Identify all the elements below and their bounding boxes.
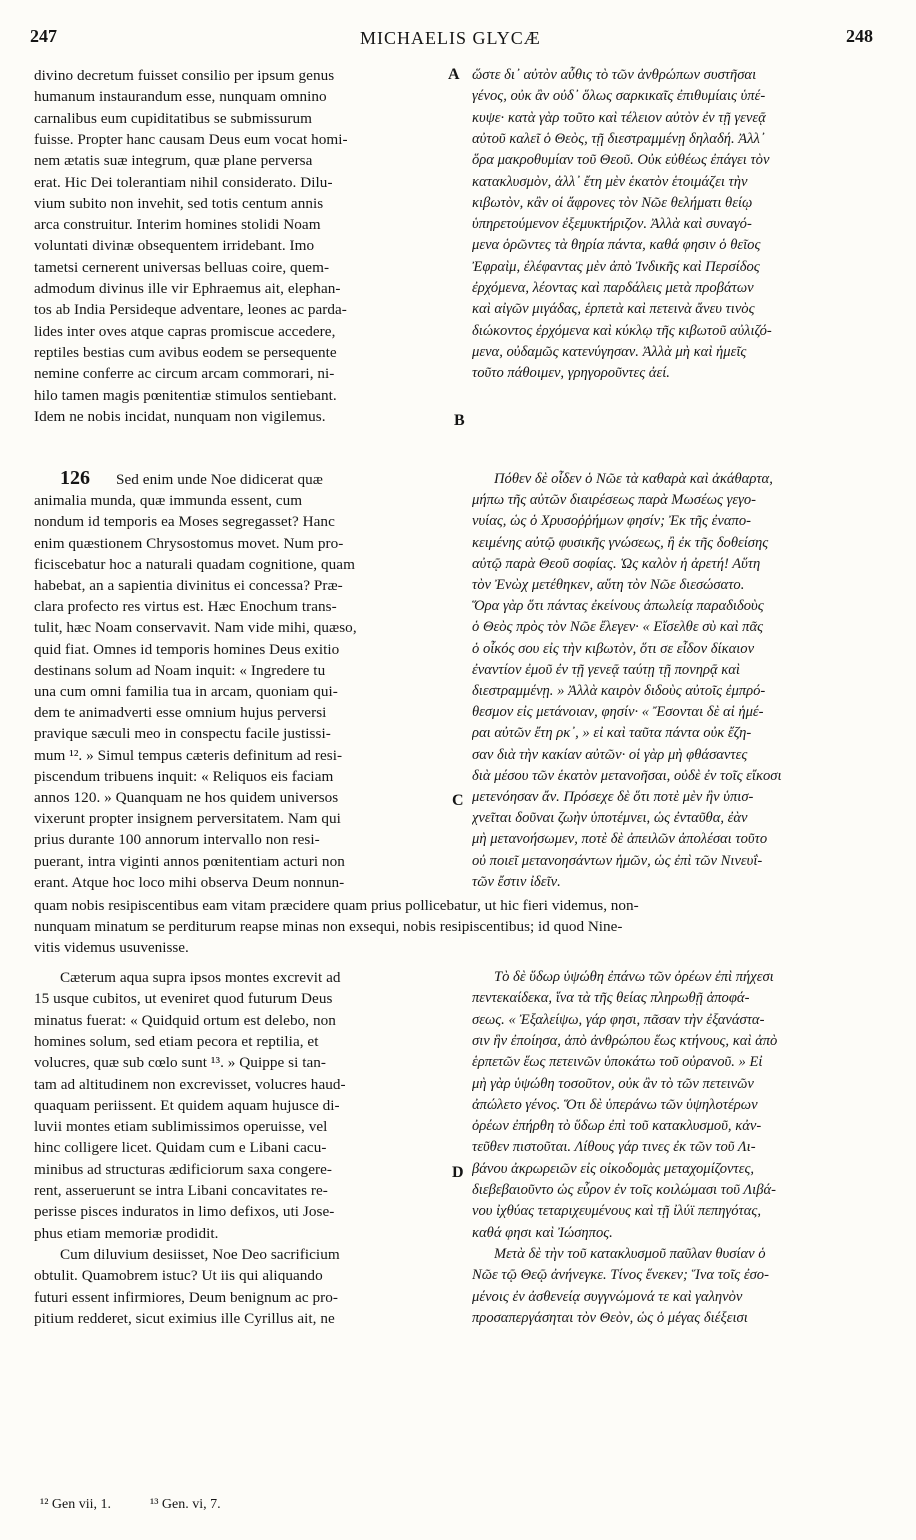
text-line: nem ætatis suæ integrum, quæ plane perversa bbox=[34, 152, 313, 170]
text-line: τοῦτο πάθοιμεν, γρηγοροῦντες ἀεί. bbox=[472, 365, 670, 382]
running-title: MICHAELIS GLYCÆ bbox=[360, 28, 541, 48]
text-line: καθά φησι καὶ Ἰώσηπος. bbox=[472, 1224, 613, 1241]
text-line: puerant, intra viginti annos pœnitentiam acturi non bbox=[34, 852, 345, 870]
text-line: tulit, hæc Noam conservavit. Nam vide mihi, quæso, bbox=[34, 619, 357, 637]
text-line: animalia munda, quæ immunda essent, cum bbox=[34, 492, 303, 510]
text-line: minibus ad structuras ædificiorum saxa congere- bbox=[34, 1160, 333, 1178]
text-line: admodum divinus ille vir Ephraemus ait, elephan- bbox=[34, 280, 341, 297]
text-line: pravique sæculi meo in conspectu facile justissi- bbox=[34, 725, 331, 743]
text-line: Sed enim unde Noe didicerat quæ bbox=[116, 471, 323, 488]
text-line: phus etiam memoriæ prodidit. bbox=[34, 1224, 219, 1242]
text-line: ἐναντίον ἐμοῦ ἐν τῇ γενεᾷ ταύτῃ τῇ πονηρᾷ καὶ bbox=[472, 661, 740, 678]
text-line: Τὸ δὲ ὕδωρ ὑψώθη ἐπάνω τῶν ὀρέων ἐπὶ πήχεσι bbox=[494, 969, 774, 985]
text-line: τῶν ἔστιν ἰδεῖν. bbox=[472, 873, 561, 890]
section-number: 126 bbox=[60, 467, 90, 489]
text-line: ficiscebatur hoc a naturali quadam cognitione, quam bbox=[34, 555, 355, 573]
text-line: Idem ne nobis incidat, nunquam non vigilemus. bbox=[34, 407, 326, 425]
text-line: ἐρχόμενα, λέοντας καὶ παρδάλεις μετὰ προβάτων bbox=[472, 280, 754, 296]
text-line: futuri essent infirmiores, Deum benignum ac pro- bbox=[34, 1288, 338, 1306]
text-line: quam nobis resipiscentibus eam vitam præcidere quam prius pollicebatur, ut hic fieri videmus, non- bbox=[34, 897, 639, 914]
text-line: nondum id temporis ea Moses segregasset? Hanc bbox=[34, 513, 335, 531]
text-line: reptiles bestias cum avibus eodem se persequente bbox=[34, 343, 337, 361]
text-line: ὁ Θεὸς πρὸς τὸν Νῶε ἔλεγεν· « Εἴσελθε σὺ καὶ πᾶς bbox=[472, 619, 764, 636]
text-line: destinans solum ad Noam inquit: « Ingredere tu bbox=[34, 661, 326, 679]
text-line: rent, asseruerunt se intra Libani concavitates re- bbox=[34, 1182, 328, 1199]
text-line: μήπω τῆς αὐτῶν διαιρέσεως παρὰ Μωσέως γεγο- bbox=[472, 492, 756, 509]
text-line: κατακλυσμὸν, ἀλλ᾽ ἔτη μὲν ἑκατὸν ἑτοιμάζει τὴν bbox=[472, 173, 748, 190]
margin-letter-b: B bbox=[454, 412, 465, 429]
text-line: διεβεβαιοῦντο ὡς εὗρον ἐν τοῖς κοιλώμασι τοῦ Λιβά- bbox=[472, 1182, 777, 1198]
page-number-left: 247 bbox=[30, 26, 57, 46]
text-line: quaquam periissent. Et quidem aquam hujusce di- bbox=[34, 1096, 340, 1114]
text-line: dem te animadverti esse omnium hujus perversi bbox=[34, 704, 327, 722]
text-line: αὐτοῦ καλεῖ ὁ Θεὸς, τῇ διεστραμμένῃ δηλαδή. Ἀλλ᾽ bbox=[472, 130, 765, 147]
text-line: erat. Hic Dei tolerantiam nihil considerato. Dilu- bbox=[34, 173, 333, 191]
text-line: μὴ μετανοήσωμεν, ποτὲ δὲ ἀπειλῶν ἀπολέσαι τοῦτο bbox=[472, 831, 768, 848]
text-line: habebat, an a sapientia divinitus ei concessa? Præ- bbox=[34, 577, 343, 594]
text-line: Πόθεν δὲ οἶδεν ὁ Νῶε τὰ καθαρὰ καὶ ἀκάθαρτα, bbox=[494, 471, 773, 487]
text-line: prius durante 100 annorum intervallo non resi- bbox=[34, 831, 320, 849]
text-line: annos 120. » Quanquam ne hos quidem universos bbox=[34, 789, 339, 806]
text-line: ὥστε δι᾽ αὐτὸν αὖθις τὸ τῶν ἀνθρώπων συστῆσαι bbox=[472, 67, 757, 83]
text-line: μενα, οὐδαμῶς κατενύγησαν. Ἀλλὰ μὴ καὶ ἡμεῖς bbox=[472, 343, 747, 360]
text-line: νου ἰχθύας τεταριχευμένους καὶ τῇ ἰλύϊ πεπηγότας, bbox=[472, 1203, 761, 1220]
text-line: ραι αὐτῶν ἔτη ρκ᾽, » εἰ καὶ ταῦτα πάντα οὐκ ἔζη- bbox=[472, 725, 752, 742]
text-line: οὐ ποιεῖ μετανοησάντων ἡμῶν, ὡς ἐπὶ τῶν Νινευΐ- bbox=[472, 852, 763, 869]
text-line: βάνου ἀκρωρειῶν εἰς οἰκοδομὰς μεταχομίζοντες, bbox=[472, 1160, 755, 1177]
text-line: αὐτῷ παρὰ Θεοῦ σοφίας. Ὡς καλὸν ἡ ἀρετή! Αὕτη bbox=[472, 555, 761, 572]
page-number-right: 248 bbox=[846, 26, 873, 46]
text-line: enim quæstionem Chrysostomus movet. Num pro- bbox=[34, 534, 344, 552]
text-line: pitium redderet, sicut eximius ille Cyrillus ait, ne bbox=[34, 1309, 335, 1327]
margin-letter-c: C bbox=[452, 792, 464, 809]
text-line: μὴ γὰρ ὑψώθη τοσοῦτον, οὐκ ἂν τὸ τῶν πετεινῶν bbox=[472, 1075, 754, 1092]
text-line: 15 usque cubitos, ut eveniret quod futurum Deus bbox=[34, 990, 333, 1008]
text-line: nemine conferre ac circum arcam commorari, ni- bbox=[34, 365, 335, 383]
text-line: nunquam minatum se perditurum reapse minas non exsequi, nobis resipiscentibus; id quod Nine- bbox=[34, 918, 623, 936]
text-line: Ἐφραὶμ, ἐλέφαντας μὲν ἀπὸ Ἰνδικῆς καὶ Περσίδος bbox=[472, 258, 760, 275]
text-line: hilo tamen magis pœnitentiæ stimulos sentiebant. bbox=[34, 386, 337, 404]
text-line: ὁ οἶκός σου εἰς τὴν κιβωτὸν, ὅτι σε εἶδον δίκαιον bbox=[472, 640, 755, 657]
margin-letter-a: A bbox=[448, 66, 460, 83]
text-line: Cæterum aqua supra ipsos montes excrevit ad bbox=[60, 969, 341, 986]
text-line: διὰ μέσου τῶν ἑκατὸν μετανοῆσαι, οὐδὲ ἐν τοῖς εἴκοσι bbox=[472, 767, 782, 784]
text-line: ὀρέων ἐπήρθη τὸ ὕδωρ ἐπὶ τοῦ κατακλυσμοῦ, κἀν- bbox=[472, 1118, 762, 1135]
text-line: minatus fuerat: « Quidquid ortum est delebo, non bbox=[34, 1011, 336, 1029]
text-line: obtulit. Quamobrem istuc? Ut iis qui aliquando bbox=[34, 1267, 323, 1285]
text-line: γένος, οὐκ ἂν οὐδ᾽ ὅλως σαρκικαῖς ἐπιθυμίαις ὑπέ- bbox=[472, 88, 766, 105]
text-line: humanum instaurandum esse, nunquam omnino bbox=[34, 88, 327, 106]
text-line: σιν ἣν ἐποίησα, ἀπὸ ἀνθρώπου ἕως κτήνους, καὶ ἀπὸ bbox=[472, 1032, 778, 1049]
text-line: carnalibus eum cupiditatibus se submissurum bbox=[34, 109, 313, 127]
text-line: τεῦθεν πιστοῦται. Λίθους γάρ τινες ἐκ τῶν τοῦ Λι- bbox=[472, 1139, 756, 1156]
text-line: divino decretum fuisset consilio per ipsum genus bbox=[34, 67, 335, 84]
text-line: χνεῖται δοῦναι ζωὴν ὑποτέμνει, ὡς ἐνταῦθα, ἐὰν bbox=[472, 810, 748, 827]
text-line: προσαπεργάσηται τὸν Θεὸν, ὡς ὁ μέγας διέξεισι bbox=[472, 1309, 748, 1326]
text-line: tametsi cernerent universas belluas coire, quem- bbox=[34, 258, 330, 276]
text-line: ἀπώλετο γένος. Ὅτι δὲ ὑπεράνω τῶν ὑψηλοτέρων bbox=[472, 1096, 758, 1113]
text-line: hinc colligere licet. Quidam cum e Libani cacu- bbox=[34, 1139, 327, 1157]
text-line: κιβωτὸν, κἂν οἱ ἄφρονες τὸν Νῶε θελήματι θείῳ bbox=[472, 194, 753, 211]
text-line: una cum omni familia tua in arcam, quoniam qui- bbox=[34, 683, 338, 700]
text-line: τὸν Ἐνὼχ μετέθηκεν, αὕτη τὸν Νῶε διεσώσατο. bbox=[472, 577, 745, 593]
text-line: vixerunt propter insignem perversitatem. Nam qui bbox=[34, 810, 341, 828]
text-line: ὑπηρετούμενον ἐξεμυκτήριζον. Ἀλλὰ καὶ συναγό- bbox=[472, 216, 752, 233]
text-line: ὅρα μακροθυμίαν τοῦ Θεοῦ. Οὐκ εὐθέως ἐπάγει τὸν bbox=[472, 152, 770, 169]
text-line: vitis videmus usuvenisse. bbox=[34, 939, 189, 957]
text-line: διεστραμμένῃ. » Ἀλλὰ καιρὸν διδοὺς αὐτοῖς ἐμπρό- bbox=[472, 683, 766, 699]
text-line: quid fiat. Omnes id temporis homines Deus exitio bbox=[34, 640, 340, 658]
text-line: lides inter oves atque capras promiscue accedere, bbox=[34, 322, 336, 340]
text-line: διώκοντος ἐρχόμενα καὶ κύκλῳ τῆς κιβωτοῦ αὐλιζό- bbox=[472, 322, 772, 339]
text-line: tam ad altitudinem non excrevisset, volucres haud- bbox=[34, 1075, 346, 1093]
text-line: θεσμον εἰς μετάνοιαν, φησίν· « Ἔσονται δὲ αἱ ἡμέ- bbox=[472, 704, 764, 721]
text-line: luvii montes etiam sublimissimos operuisse, vel bbox=[34, 1118, 328, 1136]
text-line: σεως. « Ἐξαλείψω, γάρ φησι, πᾶσαν τὴν ἐξανάστα- bbox=[472, 1011, 765, 1028]
text-line: clara profecto res virtus est. Hæc Enochum trans- bbox=[34, 598, 337, 616]
text-line: καὶ αἰγῶν μιγάδας, ἑρπετὰ καὶ πετεινὰ ἄνευ τινὸς bbox=[472, 301, 755, 318]
text-line: arca construitur. Interim homines stolidi Noam bbox=[34, 216, 321, 234]
text-line: ἑρπετῶν ἕως πετεινῶν ὑποκάτω τοῦ οὐρανοῦ. » Εἰ bbox=[472, 1054, 763, 1071]
text-line: κειμένης αὐτῷ φυσικῆς γνώσεως, ἢ ἐκ τῆς δοθείσης bbox=[472, 534, 769, 551]
text-line: πεντεκαίδεκα, ἵνα τὰ τῆς θείας πληρωθῇ ἀποφά- bbox=[472, 990, 750, 1007]
text-line: mum ¹². » Simul tempus cæteris definitum ad resi- bbox=[34, 746, 343, 764]
text-line: Νῶε τῷ Θεῷ ἀνήνεγκε. Τίνος ἕνεκεν; Ἵνα τοῖς ἐσο- bbox=[472, 1267, 769, 1284]
text-line: Cum diluvium desiisset, Noe Deo sacrificium bbox=[60, 1245, 340, 1263]
text-line: μένοις ἐν ἀσθενείᾳ συγγνώμονά τε καὶ γαληνὸν bbox=[472, 1288, 743, 1305]
text-line: voluntati divinæ obsequentem irridebant. Imo bbox=[34, 237, 315, 255]
text-line: νυίας, ὡς ὁ Χρυσοῤῥήμων φησίν; Ἐκ τῆς ἐναπο- bbox=[472, 513, 751, 530]
text-line: tos ab India Persideque adventare, leones ac parda- bbox=[34, 301, 347, 319]
text-line: vium subito non invehit, sed totis centum annis bbox=[34, 194, 324, 212]
text-line: fuisse. Propter hanc causam Deus eum vocat homi- bbox=[34, 130, 348, 148]
footnote-13: ¹³ Gen. vi, 7. bbox=[150, 1497, 221, 1512]
text-line: σαν διὰ τὴν κακίαν αὐτῶν· οἱ γὰρ μὴ φθάσαντες bbox=[472, 746, 748, 763]
text-line: Μετὰ δὲ τὴν τοῦ κατακλυσμοῦ παῦλαν θυσίαν ὁ bbox=[494, 1245, 766, 1262]
footnote-12: ¹² Gen vii, 1. bbox=[40, 1497, 111, 1512]
text-line: piscendum tribuens inquit: « Reliquos eis faciam bbox=[34, 767, 334, 785]
text-line: κυψε· κατὰ γὰρ τοῦτο καὶ τέλειον αὐτὸν ἐν τῇ γενεᾷ bbox=[472, 109, 766, 126]
text-line: volucres, quæ sub cœlo sunt ¹³. » Quippe si tan- bbox=[34, 1054, 327, 1072]
text-line: μετενόησαν ἄν. Πρόσεχε δὲ ὅτι ποτὲ μὲν ἢν ὑπισ- bbox=[472, 789, 754, 805]
text-line: perisse pisces induratos in limo defixos, uti Jose- bbox=[34, 1203, 335, 1221]
text-line: μενα ὁρῶντες τὰ θηρία πάντα, καθά φησιν ὁ θεῖος bbox=[472, 237, 761, 254]
text-line: homines solum, sed etiam pecora et reptilia, et bbox=[34, 1032, 319, 1050]
margin-letter-d: D bbox=[452, 1164, 464, 1181]
text-line: Ὅρα γὰρ ὅτι πάντας ἐκείνους ἀπωλείᾳ παραδιδοὺς bbox=[472, 598, 764, 615]
text-line: erant. Atque hoc loco mihi observa Deum nonnun- bbox=[34, 873, 345, 891]
